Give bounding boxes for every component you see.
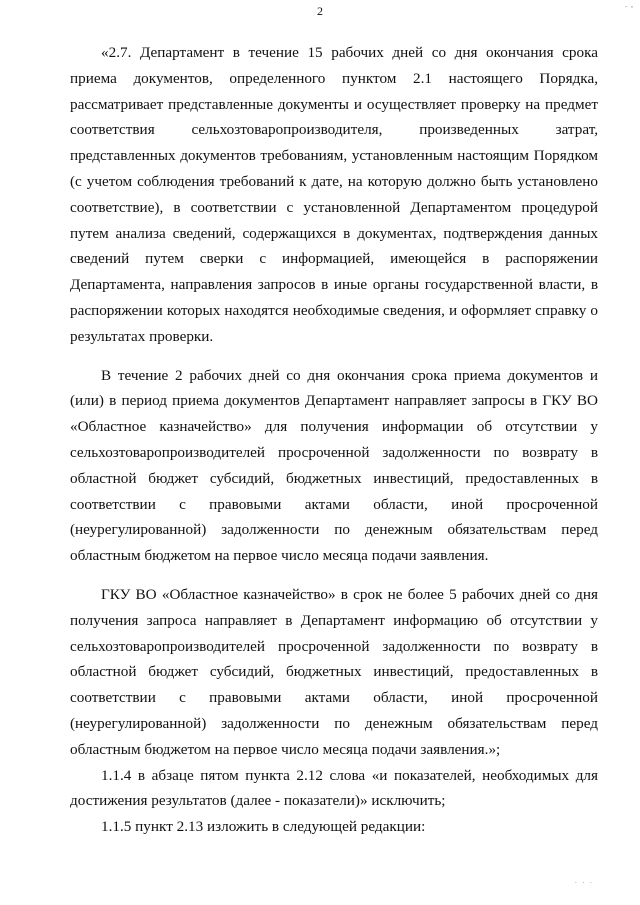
paragraph-requests: В течение 2 рабочих дней со дня окончания срока приема документов и (или) в период приема документов Департамент направляет запросы в ГКУ ВО «Областное казначейство» для получения информации об отсутствии у сельхозтоваропроизводителей просроченной задолженности по возврату в областной бюджет субсидий, бюджетных инвестиций, предоставленных в соответствии с правовыми актами области, иной просроченной (неурегулированной) задолженности по денежным обязательствам перед областным бюджетом на первое число месяца подачи заявления.: [70, 366, 598, 565]
page-number: 2: [317, 4, 323, 18]
paragraph-treasury-response: ГКУ ВО «Областное казначейство» в срок не более 5 рабочих дней со дня получения запроса направляет в Департамент информацию об отсутствии у сельхозтоваропроизводителей просроченной задолженности по возврату в областной бюджет субсидий, бюджетных инвестиций, предоставленных в соответствии с правовыми актами области, иной просроченной (неурегулированной) задолженности по денежным обязательствам перед областным бюджетом на первое число месяца подачи заявления.»;: [70, 585, 598, 758]
document-body: [70, 40, 598, 840]
paragraph-2-7: «2.7. Департамент в течение 15 рабочих дней со дня окончания срока приема документов, определенного пунктом 2.1 настоящего Порядка, рассматривает представленные документы и осуществляет проверку на предмет соответствия сельхозтоваропроизводителя, произведенных затрат, представленных документов требованиям, установленным настоящим Порядком (с учетом соблюдения требований к дате, на которую должно быть установлено соответствие), в соответствии с установленной Департаментом процедурой путем анализа сведений, содержащихся в документах, подтверждения данных сведений путем сверки с информацией, имеющейся в распоряжении Департамента, направления запросов в иные органы государственной власти, в распоряжении которых находятся необходимые сведения, и оформляет справку о результатах проверки.: [70, 44, 598, 345]
scan-artifact-mark-bottom: . . .: [575, 877, 594, 885]
paragraph-1-1-5: 1.1.5 пункт 2.13 изложить в следующей редакции:: [101, 818, 426, 836]
paragraph-1-1-4: 1.1.4 в абзаце пятом пункта 2.12 слова «и показателей, необходимых для достижения результатов (далее - показатели)» исключить;: [70, 766, 598, 810]
scan-artifact-mark: . ,: [625, 0, 634, 9]
